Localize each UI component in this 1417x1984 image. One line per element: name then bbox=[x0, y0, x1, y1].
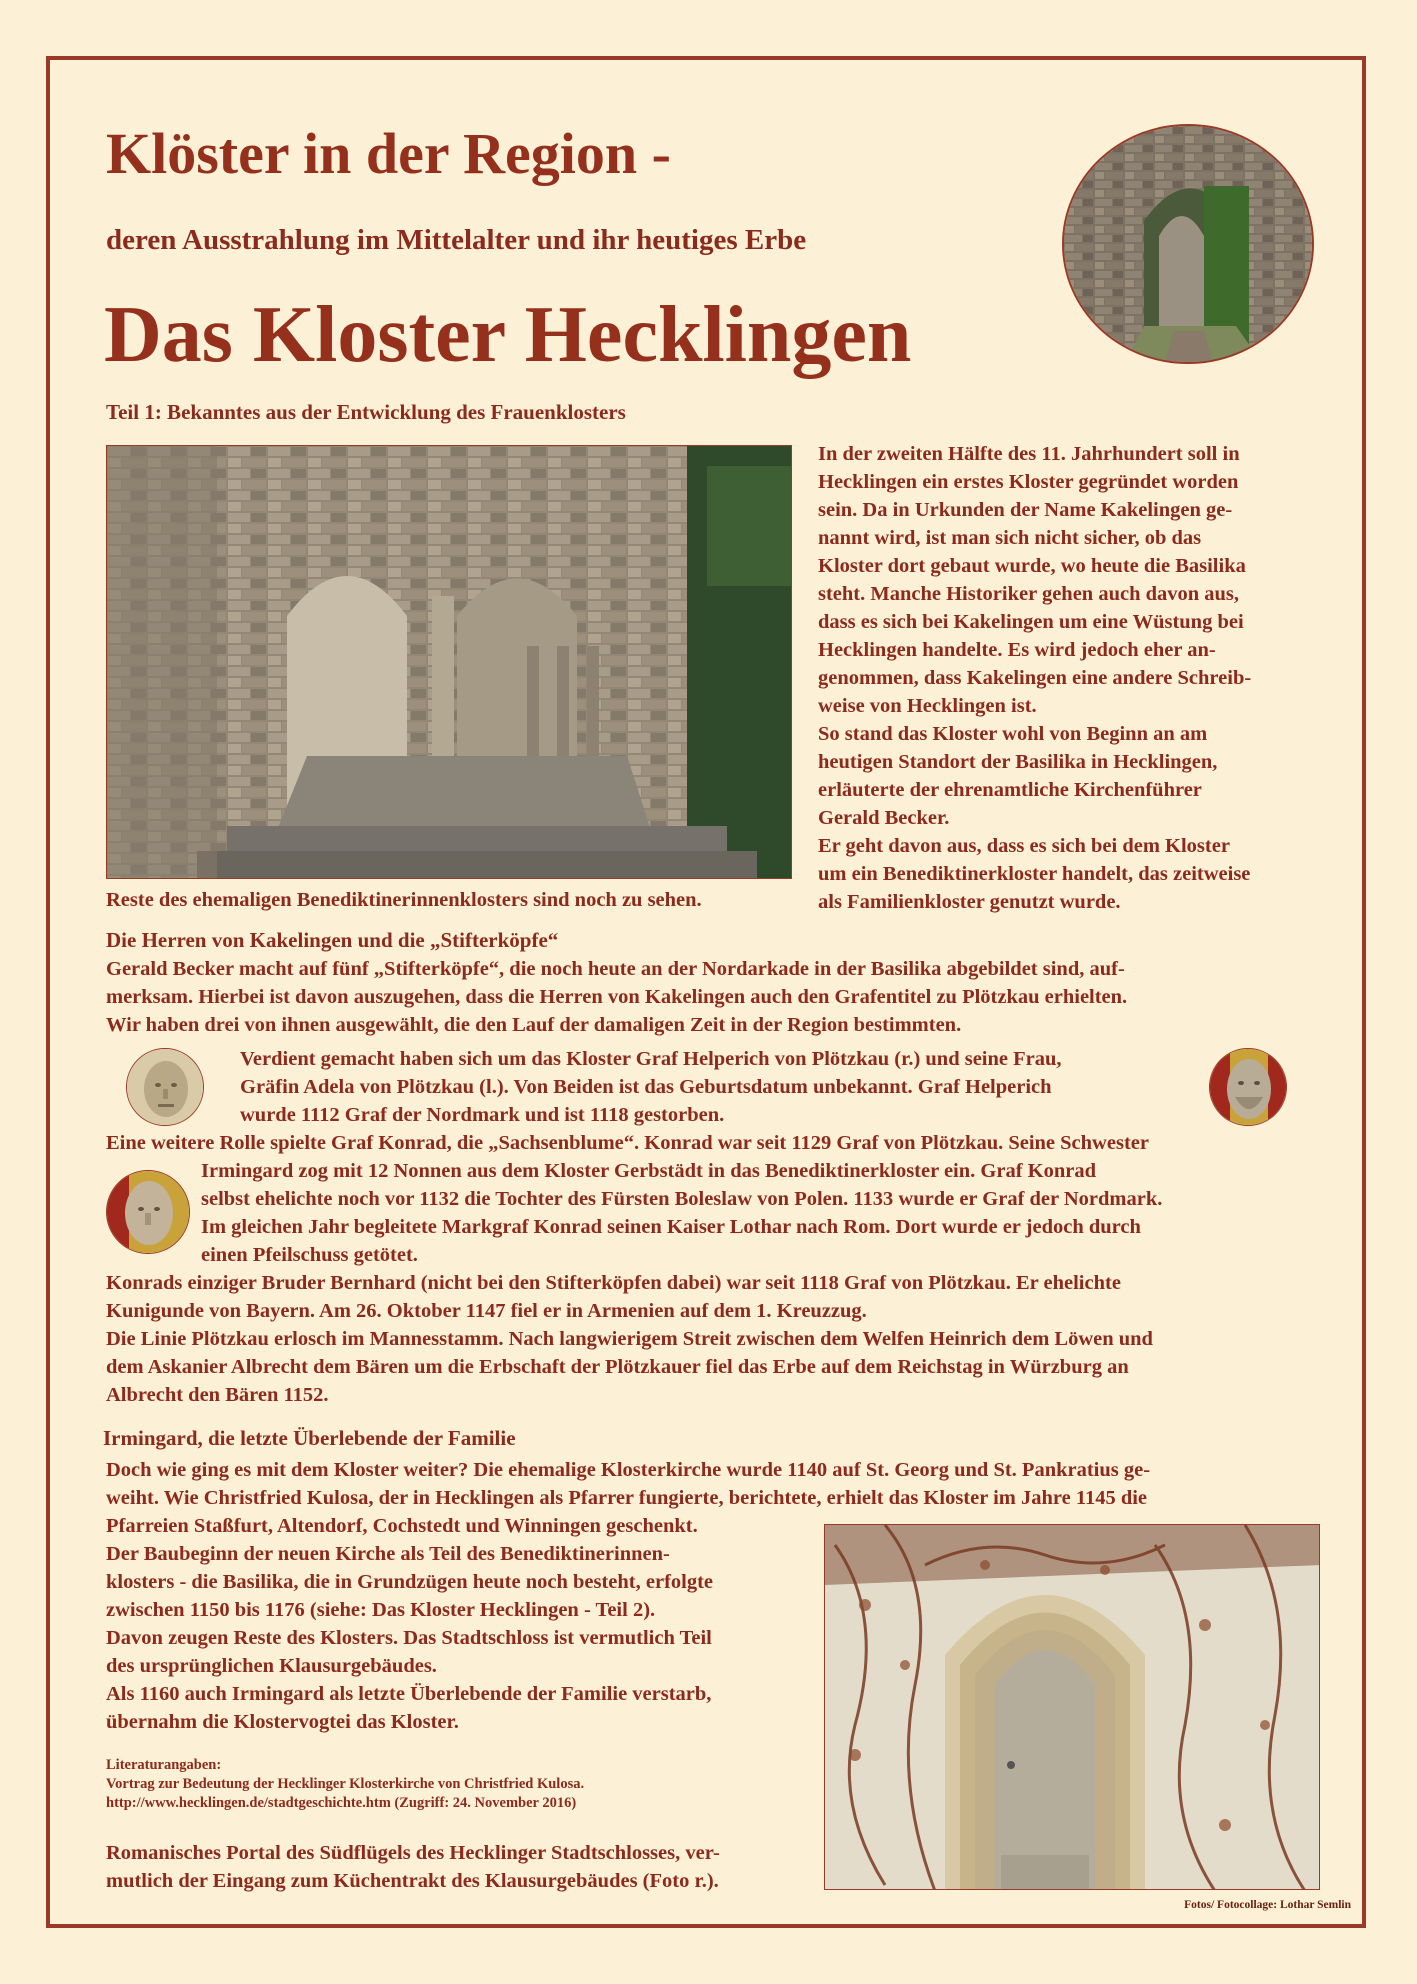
part-heading: Teil 1: Bekanntes aus der Entwicklung des Frauenklosters bbox=[106, 400, 626, 424]
bernhard-text: Konrads einziger Bruder Bernhard (nicht bei den Stifterköpfen dabei) war seit 1118 Graf von Plötzkau. Er ehelichte Kunigunde von Bayern. Am 26. Oktober 1147 fiel er in Armenien auf dem 1. Kreuzzug. Die Linie Plötzkau erlosch im Mannesstamm. Nach langwierigem Streit zwischen dem Welfen Heinrich dem Löwen und dem Askanier Albrecht dem Bären um die Erbschaft der Plötzkauer fiel das Erbe auf dem Reichstag in Würzburg an Albrecht den Bären 1152. bbox=[106, 1272, 1153, 1406]
konrad-head-photo bbox=[106, 1170, 190, 1254]
photo-credit: Fotos/ Fotocollage: Lothar Semlin bbox=[1184, 1899, 1351, 1911]
adela-head-photo bbox=[126, 1048, 204, 1126]
helperich-text: Verdient gemacht haben sich um das Kloster Graf Helperich von Plötzkau (r.) und seine Frau, Gräfin Adela von Plötzkau (l.). Von Beiden ist das Geburtsdatum unbekannt. Graf Helperich wurde 1112 Graf der Nordmark und ist 1118 gestorben. bbox=[240, 1048, 1062, 1126]
stifterkoepfe-heading: Die Herren von Kakelingen und die „Stifterköpfe“ bbox=[106, 928, 559, 952]
cloister-photo-caption: Reste des ehemaligen Benediktinerinnenklosters sind noch zu sehen. bbox=[106, 889, 702, 911]
stifterkoepfe-text: Gerald Becker macht auf fünf „Stifterköpfe“, die noch heute an der Nordarkade in der Basilika abgebildet sind, auf- merksam. Hierbei ist davon auszugehen, dass die Herren von Kakelingen auch den Grafentitel zu Plötzkau erhielten. Wir haben drei von ihnen ausgewählt, die den Lauf der damaligen Zeit in der Region bestimmten. bbox=[106, 958, 1128, 1036]
helperich-head-photo bbox=[1209, 1048, 1287, 1126]
basilika-text: Der Baubeginn der neuen Kirche als Teil des Benediktinerinnen- klosters - die Basilika, die in Grundzügen heute noch besteht, erfolgte zwischen 1150 bis 1176 (siehe: Das Kloster Hecklingen - Teil 2). Davon zeugen Reste des Klosters. Das Stadtschloss ist vermutlich Teil des ursprünglichen Klausurgebäudes. Als 1160 auch Irmingard als letzte Überlebende der Familie verstarb, übernahm die Klostervogtei das Kloster. bbox=[106, 1543, 714, 1733]
literature-references: Literaturangaben: Vortrag zur Bedeutung der Hecklinger Klosterkirche von Christfried Kulosa. http://www.hecklingen.de/stadtgeschichte.htm (Zugriff: 24. November 2016) bbox=[106, 1757, 585, 1811]
series-subtitle: deren Ausstrahlung im Mittelalter und ihr heutiges Erbe bbox=[106, 224, 807, 256]
konrad-intro-line: Eine weitere Rolle spielte Graf Konrad, die „Sachsenblume“. Konrad war seit 1129 Graf von Plötzkau. Seine Schwester bbox=[106, 1132, 1149, 1154]
series-title: Klöster in der Region - bbox=[106, 121, 671, 186]
archway-round-photo bbox=[1062, 124, 1314, 364]
intro-text: In der zweiten Hälfte des 11. Jahrhundert soll in Hecklingen ein erstes Kloster gegründet worden sein. Da in Urkunden der Name Kakelingen ge- nannt wird, ist man sich nicht sicher, ob das Kloster dort gebaut wurde, wo heute die Basilika steht. Manche Historiker gehen auch davon aus, dass es sich bei Kakelingen um eine Wüstung bei Hecklingen handelte. Es wird jedoch eher an- genommen, dass Kakelingen eine andere Schreib- weise von Hecklingen ist. So stand das Kloster wohl von Beginn an am heutigen Standort der Basilika in Hecklingen, erläuterte der ehrenamtliche Kirchenführer Gerald Becker. Er geht davon aus, dass es sich bei dem Kloster um ein Benediktinerkloster handelt, das zeitweise als Familienkloster genutzt wurde. bbox=[818, 443, 1252, 913]
cloister-ruins-photo bbox=[106, 445, 792, 879]
irmingard-text: Doch wie ging es mit dem Kloster weiter? Die ehemalige Klosterkirche wurde 1140 auf St. Georg und St. Pankratius ge- weiht. Wie Christfried Kulosa, der in Hecklingen als Pfarrer fungierte, berichtete, erhielt das Kloster im Jahre 1145 die Pfarreien Staßfurt, Altendorf, Cochstedt und Winningen geschenkt. bbox=[106, 1459, 1151, 1537]
irmingard-heading: Irmingard, die letzte Überlebende der Familie bbox=[103, 1426, 516, 1450]
romanesque-portal-photo bbox=[824, 1524, 1320, 1890]
portal-caption: Romanisches Portal des Südflügels des Hecklinger Stadtschlosses, ver- mutlich der Eingang zum Küchentrakt des Klausurgebäudes (Foto r.). bbox=[106, 1842, 720, 1892]
konrad-text: Irmingard zog mit 12 Nonnen aus dem Kloster Gerbstädt in das Benediktinerkloster ein. Graf Konrad selbst ehelichte noch vor 1132 die Tochter des Fürsten Boleslaw von Polen. 1133 wurde er Graf der Nordmark. Im gleichen Jahr begleitete Markgraf Konrad seinen Kaiser Lothar nach Rom. Dort wurde er jedoch durch einen Pfeilschuss getötet. bbox=[201, 1160, 1163, 1266]
main-title: Das Kloster Hecklingen bbox=[104, 291, 912, 379]
